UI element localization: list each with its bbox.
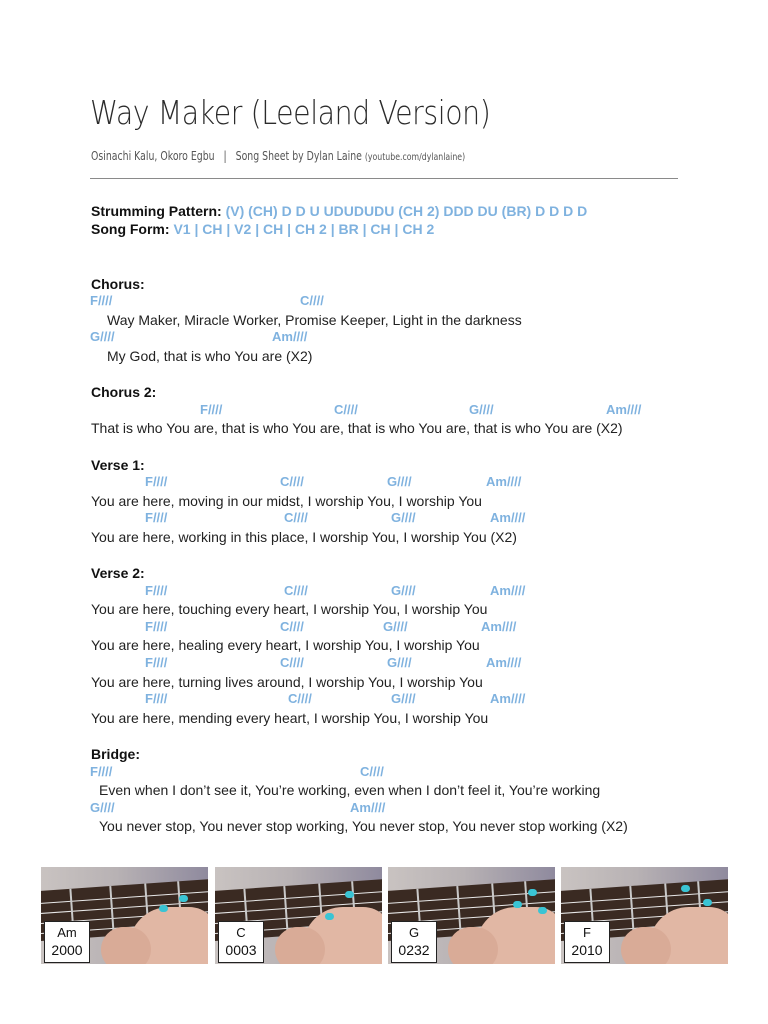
song-credits xyxy=(91,149,465,163)
strumming-pattern xyxy=(91,203,587,219)
song-form-label: Song Form: xyxy=(91,221,170,237)
section-chorus-title: Chorus: xyxy=(91,276,145,292)
chord-photo-c xyxy=(215,867,382,964)
chord-fingering: 2010 xyxy=(571,942,603,958)
chord: G//// xyxy=(387,474,412,489)
lyric-line: Even when I don’t see it, You’re working, even when I don’t feel it, You’re working xyxy=(99,782,601,798)
chord: G//// xyxy=(391,691,416,706)
fingernail xyxy=(325,913,334,920)
credit-url: (youtube.com/dylanlaine) xyxy=(364,152,466,163)
chord: C//// xyxy=(300,293,324,308)
chord-label xyxy=(564,921,610,963)
chord: F//// xyxy=(145,691,168,706)
sheet-credit: Song Sheet by Dylan Laine xyxy=(235,149,362,163)
chord: Am//// xyxy=(606,402,642,417)
chord: Am//// xyxy=(272,329,308,344)
chord-name: F xyxy=(583,925,591,940)
hand xyxy=(448,927,498,964)
chord: Am//// xyxy=(350,800,386,815)
chord: G//// xyxy=(469,402,494,417)
chord: F//// xyxy=(90,764,113,779)
chord: C//// xyxy=(280,474,304,489)
lyric-line: You are here, touching every heart, I worship You, I worship You xyxy=(91,601,488,617)
chord-photo-g xyxy=(388,867,555,964)
lyric-line: My God, that is who You are (X2) xyxy=(107,348,313,364)
fingernail xyxy=(179,895,188,902)
fingernail xyxy=(528,889,537,896)
fingernail xyxy=(538,907,547,914)
fingernail xyxy=(159,905,168,912)
chord-photo-am xyxy=(41,867,208,964)
chord: G//// xyxy=(90,800,115,815)
song-form xyxy=(91,221,434,237)
chord-name: G xyxy=(408,925,420,940)
lyric-line: Way Maker, Miracle Worker, Promise Keeper, Light in the darkness xyxy=(107,312,522,328)
chord: C//// xyxy=(284,510,308,525)
section-chorus2-title: Chorus 2: xyxy=(91,384,157,400)
chord: C//// xyxy=(288,691,312,706)
fingernail xyxy=(513,901,522,908)
chord-fingering: 2000 xyxy=(51,942,83,958)
chord-name: Am xyxy=(57,925,77,940)
chord: F//// xyxy=(90,293,113,308)
chord-name: C xyxy=(236,925,246,940)
fingernail xyxy=(681,885,690,892)
strumming-label: Strumming Pattern: xyxy=(91,203,222,219)
lyric-line: You are here, moving in our midst, I worship You, I worship You xyxy=(91,493,482,509)
chord-photo-f xyxy=(561,867,728,964)
lyric-line: You are here, working in this place, I worship You, I worship You (X2) xyxy=(91,529,517,545)
fingernail xyxy=(345,891,354,898)
chord: F//// xyxy=(145,474,168,489)
lyric-line: You are here, turning lives around, I worship You, I worship You xyxy=(91,674,483,690)
hand xyxy=(621,927,671,964)
chord: Am//// xyxy=(486,474,522,489)
hand xyxy=(275,927,325,964)
chord-fingering: 0232 xyxy=(398,942,430,958)
chord: Am//// xyxy=(490,691,526,706)
chord-label xyxy=(218,921,264,963)
section-verse1-title: Verse 1: xyxy=(91,457,145,473)
section-verse2-title: Verse 2: xyxy=(91,565,145,581)
lyric-line: You are here, mending every heart, I worship You, I worship You xyxy=(91,710,489,726)
chord: C//// xyxy=(360,764,384,779)
lyric-line: You never stop, You never stop working, You never stop, You never stop working (X2) xyxy=(99,818,628,834)
section-bridge-title: Bridge: xyxy=(91,746,140,762)
chord: C//// xyxy=(280,619,304,634)
chord: F//// xyxy=(145,655,168,670)
lyric-line: That is who You are, that is who You are, that is who You are, that is who You are (X2) xyxy=(91,420,623,436)
chord: Am//// xyxy=(486,655,522,670)
song-title: Way Maker (Leeland Version) xyxy=(90,93,491,132)
authors: Osinachi Kalu, Okoro Egbu xyxy=(91,149,215,163)
fingernail xyxy=(703,899,712,906)
chord: F//// xyxy=(145,583,168,598)
chord-fingering: 0003 xyxy=(225,942,257,958)
chord: F//// xyxy=(145,510,168,525)
chord: F//// xyxy=(145,619,168,634)
chord: C//// xyxy=(280,655,304,670)
chord: Am//// xyxy=(490,510,526,525)
chord: G//// xyxy=(383,619,408,634)
chord: F//// xyxy=(200,402,223,417)
song-form-value: V1 | CH | V2 | CH | CH 2 | BR | CH | CH 2 xyxy=(173,221,435,237)
chord: C//// xyxy=(284,583,308,598)
chord: C//// xyxy=(334,402,358,417)
chord: G//// xyxy=(90,329,115,344)
chord-label xyxy=(391,921,437,963)
credit-separator: | xyxy=(223,149,227,163)
chord: Am//// xyxy=(490,583,526,598)
chord: G//// xyxy=(387,655,412,670)
chord: G//// xyxy=(391,583,416,598)
strumming-value: (V) (CH) D D U UDUDUDU (CH 2) DDD DU (BR) D D D D xyxy=(225,203,588,219)
lyric-line: You are here, healing every heart, I worship You, I worship You xyxy=(91,637,480,653)
hand xyxy=(101,927,151,964)
chord: Am//// xyxy=(481,619,517,634)
header-divider xyxy=(90,178,678,179)
chord-label xyxy=(44,921,90,963)
chord: G//// xyxy=(391,510,416,525)
